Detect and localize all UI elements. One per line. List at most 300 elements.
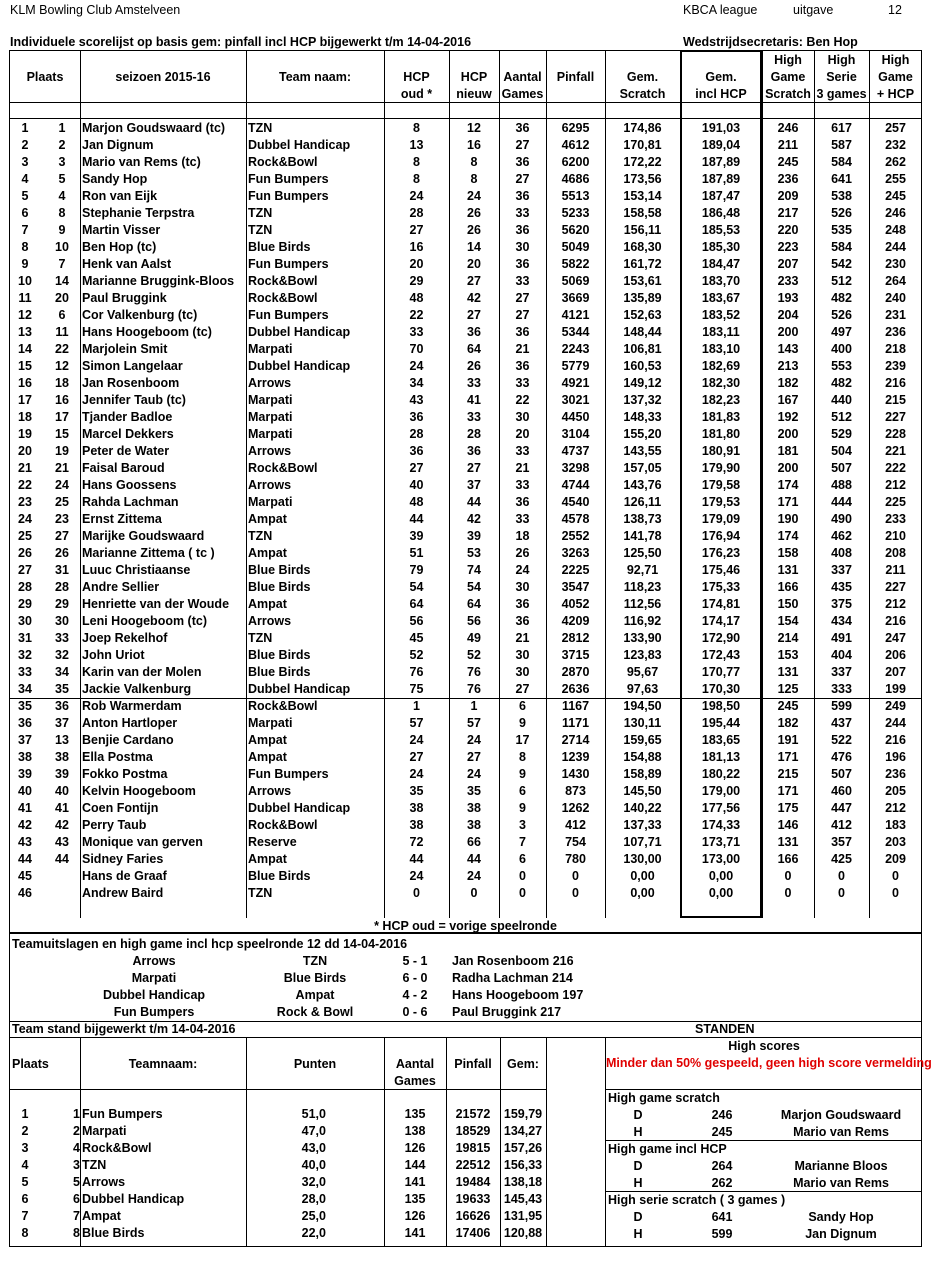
col-gem-scratch-line1: Gem.: [626, 70, 659, 84]
result-high-game: Jan Rosenboom 216: [452, 954, 574, 968]
cell-gem-scratch: 157,05: [623, 461, 662, 475]
cell-high-game-hcp: 232: [885, 138, 906, 152]
cell-vorige-plaats: 30: [55, 614, 69, 628]
cell-pinfall: 4052: [561, 597, 590, 611]
cell-hcp-nieuw: 26: [467, 223, 481, 237]
cell-hcp-nieuw: 52: [467, 648, 481, 662]
cell-high-game-hcp: 231: [885, 308, 906, 322]
cell-gem-scratch: 173,56: [623, 172, 662, 186]
cell-high-game-hcp: 216: [885, 733, 906, 747]
cell-vorige-plaats: 13: [55, 733, 69, 747]
cell-games: 30: [515, 665, 530, 679]
cell-hcp-nieuw: 24: [467, 733, 481, 747]
cell-high-game-hcp: 222: [885, 461, 906, 475]
cell-naam: Martin Visser: [82, 223, 161, 237]
cell-gem-incl-hcp: 173,00: [701, 852, 741, 866]
cell-gem-scratch: 140,22: [623, 801, 662, 815]
high-score-value: 246: [711, 1108, 733, 1122]
col-high-game-hcp-line3: + HCP: [876, 87, 915, 101]
cell-high-game-scratch: 217: [777, 206, 799, 220]
cell-naam: Ben Hop (tc): [82, 240, 157, 254]
cell-team: Marpati: [248, 393, 293, 407]
cell-vorige-plaats: 9: [58, 223, 66, 237]
cell-high-serie: 357: [831, 835, 852, 849]
standings-col-gem: Gem:: [507, 1057, 539, 1071]
cell-plaats: 6: [21, 206, 29, 220]
cell-high-serie: 538: [831, 189, 852, 203]
cell-plaats: 3: [21, 155, 29, 169]
cell-naam: Hans Goossens: [82, 478, 177, 492]
cell-team: Dubbel Handicap: [248, 359, 351, 373]
cell-hcp-oud: 64: [409, 597, 424, 611]
cell-high-game-hcp: 257: [885, 121, 906, 135]
cell-naam: Joep Rekelhof: [82, 631, 168, 645]
cell-hcp-oud: 27: [409, 461, 424, 475]
cell-pinfall: 6200: [561, 155, 590, 169]
standings-pinfall: 19815: [455, 1141, 491, 1155]
cell-gem-scratch: 125,50: [623, 546, 662, 560]
cell-high-game-scratch: 171: [777, 495, 799, 509]
cell-hcp-oud: 24: [409, 767, 424, 781]
cell-team: Fun Bumpers: [248, 189, 329, 203]
cell-games: 9: [519, 767, 526, 781]
cell-high-serie: 584: [831, 240, 852, 254]
cell-team: Rock&Bowl: [248, 291, 318, 305]
cell-naam: Henriette van der Woude: [82, 597, 230, 611]
cell-gem-incl-hcp: 181,80: [701, 427, 741, 441]
cell-high-serie: 400: [831, 342, 852, 356]
cell-pinfall: 4737: [561, 444, 590, 458]
cell-games: 33: [515, 274, 530, 288]
cell-hcp-nieuw: 33: [467, 376, 481, 390]
cell-naam: John Uriot: [82, 648, 145, 662]
cell-gem-incl-hcp: 176,94: [701, 529, 741, 543]
cell-high-game-scratch: 181: [777, 444, 799, 458]
cell-vorige-plaats: 41: [55, 801, 69, 815]
cell-high-game-hcp: 233: [885, 512, 906, 526]
cell-games: 6: [519, 852, 526, 866]
cell-hcp-nieuw: 38: [467, 818, 481, 832]
cell-naam: Karin van der Molen: [82, 665, 202, 679]
cell-pinfall: 1262: [561, 801, 590, 815]
standings-col-games: [384, 1056, 446, 1090]
cell-gem-incl-hcp: 177,56: [701, 801, 741, 815]
cell-plaats: 8: [21, 240, 29, 254]
cell-gem-incl-hcp: 175,46: [701, 563, 741, 577]
cell-gem-scratch: 158,58: [623, 206, 662, 220]
col-aantal-games-line1: Aantal: [503, 70, 542, 84]
cell-high-serie: 497: [831, 325, 852, 339]
cell-pinfall: 1167: [561, 699, 590, 713]
cell-naam: Rahda Lachman: [82, 495, 179, 509]
cell-pinfall: 2243: [561, 342, 590, 356]
cell-high-game-hcp: 262: [885, 155, 906, 169]
cell-hcp-nieuw: 24: [467, 189, 481, 203]
cell-hcp-oud: 35: [409, 784, 424, 798]
standings-games: 126: [404, 1209, 426, 1223]
cell-games: 0: [519, 869, 526, 883]
cell-pinfall: 4744: [561, 478, 590, 492]
cell-team: Blue Birds: [248, 869, 311, 883]
cell-games: 21: [515, 631, 530, 645]
col-aantal-games-line2: Games: [501, 87, 544, 101]
cell-plaats: 42: [18, 818, 32, 832]
cell-games: 27: [515, 138, 530, 152]
cell-naam: Ella Postma: [82, 750, 153, 764]
cell-gem-incl-hcp: 183,11: [702, 325, 740, 339]
standings-team: Arrows: [82, 1175, 126, 1189]
cell-high-game-hcp: 215: [885, 393, 906, 407]
cell-high-game-hcp: 264: [885, 274, 906, 288]
col-hcp-nieuw: [449, 69, 499, 103]
cell-team: Blue Birds: [248, 665, 311, 679]
cell-plaats: 19: [18, 427, 32, 441]
cell-high-serie: 512: [831, 274, 852, 288]
cell-gem-scratch: 137,32: [623, 393, 662, 407]
cell-plaats: 7: [21, 223, 29, 237]
cell-plaats: 37: [18, 733, 32, 747]
cell-gem-incl-hcp: 185,53: [701, 223, 741, 237]
cell-high-game-hcp: 255: [885, 172, 906, 186]
cell-high-serie: 404: [831, 648, 852, 662]
cell-high-game-scratch: 200: [777, 427, 799, 441]
cell-gem-scratch: 137,33: [623, 818, 662, 832]
cell-games: 24: [515, 563, 530, 577]
cell-high-game-hcp: 211: [885, 563, 906, 577]
col-divider: [246, 50, 247, 918]
cell-team: Blue Birds: [248, 240, 311, 254]
cell-high-game-hcp: 247: [885, 631, 906, 645]
cell-high-game-scratch: 190: [777, 512, 799, 526]
standings-punten: 47,0: [301, 1124, 326, 1138]
cell-pinfall: 5069: [561, 274, 590, 288]
cell-hcp-oud: 0: [413, 886, 420, 900]
cell-team: Fun Bumpers: [248, 172, 329, 186]
result-away-team: Rock & Bowl: [276, 1005, 354, 1019]
cell-high-serie: 337: [831, 563, 852, 577]
cell-team: Rock&Bowl: [248, 274, 318, 288]
cell-gem-incl-hcp: 179,90: [701, 461, 741, 475]
cell-plaats: 45: [18, 869, 32, 883]
standings-pinfall: 21572: [455, 1107, 491, 1121]
high-score-gender: H: [633, 1125, 643, 1139]
cell-team: Marpati: [248, 410, 293, 424]
cell-hcp-nieuw: 27: [467, 274, 481, 288]
high-score-name: Mario van Rems: [793, 1176, 889, 1190]
cell-high-game-hcp: 196: [885, 750, 906, 764]
cell-high-game-hcp: 212: [885, 597, 906, 611]
cell-high-game-scratch: 174: [777, 529, 799, 543]
col-hcp-oud-line1: HCP: [403, 70, 430, 84]
cell-high-serie: 476: [831, 750, 852, 764]
standings-plaats: 8: [21, 1226, 29, 1240]
cell-pinfall: 2714: [561, 733, 590, 747]
club-name: KLM Bowling Club Amstelveen: [10, 3, 181, 17]
cell-gem-incl-hcp: 183,65: [701, 733, 741, 747]
cell-hcp-oud: 36: [409, 444, 424, 458]
cell-gem-scratch: 143,55: [623, 444, 662, 458]
cell-vorige-plaats: 44: [55, 852, 69, 866]
cell-high-game-hcp: 212: [885, 801, 906, 815]
standings-col-divider: [546, 1038, 547, 1247]
cell-vorige-plaats: 21: [55, 461, 69, 475]
high-score-name: Sandy Hop: [808, 1210, 874, 1224]
cell-team: Marpati: [248, 427, 293, 441]
cell-high-game-hcp: 216: [885, 614, 906, 628]
standings-vorige-plaats: 8: [73, 1226, 80, 1240]
cell-plaats: 2: [21, 138, 29, 152]
standings-punten: 28,0: [301, 1192, 326, 1206]
cell-plaats: 27: [18, 563, 32, 577]
cell-high-game-hcp: 183: [885, 818, 906, 832]
cell-team: Arrows: [248, 376, 292, 390]
cell-team: TZN: [248, 886, 273, 900]
cell-plaats: 39: [18, 767, 32, 781]
cell-plaats: 46: [18, 886, 32, 900]
cell-vorige-plaats: 20: [55, 291, 69, 305]
cell-pinfall: 3669: [561, 291, 590, 305]
cell-pinfall: 1430: [561, 767, 590, 781]
standings-gem: 120,88: [503, 1226, 543, 1240]
cell-hcp-oud: 48: [409, 291, 424, 305]
cell-high-game-hcp: 199: [885, 682, 906, 696]
standings-vorige-plaats: 5: [73, 1175, 80, 1189]
cell-games: 36: [515, 189, 530, 203]
cell-team: Ampat: [248, 733, 287, 747]
cell-vorige-plaats: 18: [55, 376, 69, 390]
cell-plaats: 14: [18, 342, 32, 356]
cell-high-game-hcp: 208: [885, 546, 906, 560]
cell-games: 36: [515, 257, 530, 271]
cell-team: Blue Birds: [248, 563, 311, 577]
high-score-gender: H: [633, 1227, 643, 1241]
cell-high-game-scratch: 182: [777, 376, 799, 390]
standings-pinfall: 16626: [455, 1209, 491, 1223]
cell-plaats: 21: [18, 461, 32, 475]
cell-high-game-hcp: 218: [885, 342, 906, 356]
high-score-name: Mario van Rems: [793, 1125, 889, 1139]
cell-hcp-oud: 22: [409, 308, 424, 322]
cell-naam: Marjon Goudswaard (tc): [82, 121, 226, 135]
cell-high-game-scratch: 245: [777, 155, 799, 169]
result-away-team: Blue Birds: [283, 971, 347, 985]
cell-high-game-hcp: 244: [885, 240, 906, 254]
standings-col-plaats: Plaats: [12, 1057, 49, 1071]
cell-hcp-nieuw: 66: [467, 835, 481, 849]
cell-team: Ampat: [248, 852, 287, 866]
cell-naam: Hans de Graaf: [82, 869, 167, 883]
cell-high-game-scratch: 150: [777, 597, 799, 611]
cell-high-serie: 482: [831, 376, 852, 390]
cell-team: Fun Bumpers: [248, 767, 329, 781]
standings-punten: 32,0: [301, 1175, 326, 1189]
col-high-serie-line3: 3 games: [816, 87, 867, 101]
cell-vorige-plaats: 14: [55, 274, 69, 288]
cell-vorige-plaats: 38: [55, 750, 69, 764]
cell-high-game-hcp: 209: [885, 852, 906, 866]
cell-high-game-scratch: 200: [777, 461, 799, 475]
result-high-game: Radha Lachman 214: [452, 971, 573, 985]
cell-high-game-hcp: 249: [885, 699, 906, 713]
cell-gem-scratch: 153,14: [623, 189, 662, 203]
cell-high-serie: 490: [831, 512, 852, 526]
standings-plaats: 4: [21, 1158, 29, 1172]
cell-games: 33: [515, 206, 530, 220]
standings-punten: 22,0: [301, 1226, 326, 1240]
high-score-value: 641: [711, 1210, 733, 1224]
cell-high-serie: 375: [831, 597, 852, 611]
cell-hcp-oud: 29: [409, 274, 424, 288]
cell-gem-scratch: 126,11: [623, 495, 662, 509]
cell-high-serie: 507: [831, 767, 852, 781]
cell-hcp-oud: 57: [409, 716, 424, 730]
cell-high-game-scratch: 182: [777, 716, 799, 730]
cell-pinfall: 3298: [561, 461, 590, 475]
standings-punten: 43,0: [301, 1141, 326, 1155]
cell-vorige-plaats: 37: [55, 716, 69, 730]
cell-games: 36: [515, 325, 530, 339]
col-gem-scratch: [605, 69, 680, 103]
cell-high-game-scratch: 193: [777, 291, 799, 305]
cell-hcp-oud: 24: [409, 359, 424, 373]
cell-plaats: 33: [18, 665, 32, 679]
cell-high-serie: 491: [831, 631, 852, 645]
standings-team: Blue Birds: [82, 1226, 145, 1240]
cell-high-game-scratch: 143: [777, 342, 799, 356]
cell-high-game-scratch: 191: [777, 733, 799, 747]
cell-vorige-plaats: 22: [55, 342, 69, 356]
cell-gem-incl-hcp: 182,30: [701, 376, 741, 390]
standings-col-team: Teamnaam:: [128, 1057, 198, 1071]
cell-high-serie: 444: [831, 495, 852, 509]
cell-pinfall: 1171: [561, 716, 590, 730]
cell-vorige-plaats: 36: [55, 699, 69, 713]
cell-team: TZN: [248, 121, 273, 135]
cell-hcp-oud: 8: [413, 155, 420, 169]
cell-gem-incl-hcp: 179,58: [701, 478, 741, 492]
cell-games: 21: [515, 342, 530, 356]
cell-games: 36: [515, 495, 530, 509]
cell-high-game-hcp: 230: [885, 257, 906, 271]
cell-plaats: 1: [21, 121, 29, 135]
cell-games: 21: [515, 461, 530, 475]
result-away-team: Ampat: [295, 988, 335, 1002]
cell-naam: Benjie Cardano: [82, 733, 174, 747]
cell-pinfall: 3715: [561, 648, 590, 662]
cell-naam: Faisal Baroud: [82, 461, 165, 475]
cell-hcp-oud: 39: [409, 529, 424, 543]
cell-games: 33: [515, 376, 530, 390]
col-high-game-scratch-line3: Scratch: [765, 87, 811, 101]
cell-hcp-oud: 28: [409, 206, 424, 220]
cell-high-game-hcp: 228: [885, 427, 906, 441]
cell-vorige-plaats: 3: [58, 155, 66, 169]
page-subtitle: Individuele scorelijst op basis gem: pinfall incl HCP bijgewerkt t/m 14-04-2016: [10, 35, 472, 49]
cell-high-game-hcp: 248: [885, 223, 906, 237]
cell-vorige-plaats: 23: [55, 512, 69, 526]
cell-vorige-plaats: [44, 885, 80, 902]
cell-high-serie: 526: [831, 308, 852, 322]
standings-plaats: 7: [21, 1209, 29, 1223]
cell-high-serie: 587: [831, 138, 852, 152]
cell-plaats: 26: [18, 546, 32, 560]
result-home-team: Dubbel Handicap: [102, 988, 206, 1002]
standings-header-divider: [9, 1037, 922, 1038]
cell-games: 17: [515, 733, 530, 747]
cell-gem-scratch: 170,81: [623, 138, 662, 152]
cell-vorige-plaats: 10: [55, 240, 69, 254]
standings-gem: 157,26: [503, 1141, 543, 1155]
cell-hcp-nieuw: 12: [467, 121, 481, 135]
cell-hcp-oud: 13: [409, 138, 424, 152]
high-score-value: 599: [711, 1227, 733, 1241]
cell-naam: Cor Valkenburg (tc): [82, 308, 198, 322]
cell-plaats: 18: [18, 410, 32, 424]
cell-team: Arrows: [248, 614, 292, 628]
col-plaats: Plaats: [26, 70, 64, 84]
cell-hcp-nieuw: 26: [467, 359, 481, 373]
cell-high-game-scratch: 204: [777, 308, 799, 322]
cell-gem-incl-hcp: 174,17: [701, 614, 741, 628]
result-score: 0 - 6: [402, 1005, 428, 1019]
cell-gem-scratch: 194,50: [623, 699, 662, 713]
cell-high-game-scratch: 167: [777, 393, 799, 407]
cell-gem-scratch: 174,86: [623, 121, 662, 135]
cell-high-game-scratch: 154: [777, 614, 799, 628]
cell-high-serie: 447: [831, 801, 852, 815]
cell-hcp-nieuw: 26: [467, 206, 481, 220]
cell-high-serie: 542: [831, 257, 852, 271]
cell-high-serie: 584: [831, 155, 852, 169]
cell-hcp-nieuw: 24: [467, 767, 481, 781]
cell-hcp-nieuw: 27: [467, 308, 481, 322]
cell-hcp-nieuw: 54: [467, 580, 481, 594]
col-high-serie-line1: High: [827, 53, 856, 67]
result-score: 4 - 2: [402, 988, 428, 1002]
standings-team: TZN: [82, 1158, 107, 1172]
col-hcp-nieuw-line2: nieuw: [456, 87, 492, 101]
cell-hcp-oud: 70: [409, 342, 424, 356]
cell-team: Arrows: [248, 784, 292, 798]
cell-games: 9: [519, 716, 526, 730]
high-score-gender: D: [633, 1210, 643, 1224]
cell-hcp-nieuw: 35: [467, 784, 481, 798]
cell-team: TZN: [248, 529, 273, 543]
standings-gem: 159,79: [503, 1107, 543, 1121]
cell-naam: Andre Sellier: [82, 580, 160, 594]
cell-gem-incl-hcp: 170,30: [701, 682, 741, 696]
cell-high-game-scratch: 207: [777, 257, 799, 271]
cell-pinfall: 0: [572, 869, 579, 883]
cell-hcp-oud: 33: [409, 325, 424, 339]
cell-plaats: 23: [18, 495, 32, 509]
cell-hcp-nieuw: 53: [467, 546, 481, 560]
cell-pinfall: 2552: [561, 529, 590, 543]
cell-high-game-scratch: 192: [777, 410, 799, 424]
cell-naam: Sandy Hop: [82, 172, 148, 186]
cell-hcp-nieuw: 0: [470, 886, 478, 900]
col-pinfall: Pinfall: [556, 70, 595, 84]
cell-hcp-nieuw: 24: [467, 869, 481, 883]
standings-vorige-plaats: 7: [73, 1209, 80, 1223]
cell-high-game-scratch: 213: [777, 359, 799, 373]
cell-pinfall: 2225: [561, 563, 590, 577]
cell-pinfall: 754: [565, 835, 586, 849]
col-high-game-hcp-line1: High: [881, 53, 910, 67]
cell-high-serie: 507: [831, 461, 852, 475]
cell-high-serie: 333: [831, 682, 852, 696]
cell-high-serie: 617: [831, 121, 852, 135]
